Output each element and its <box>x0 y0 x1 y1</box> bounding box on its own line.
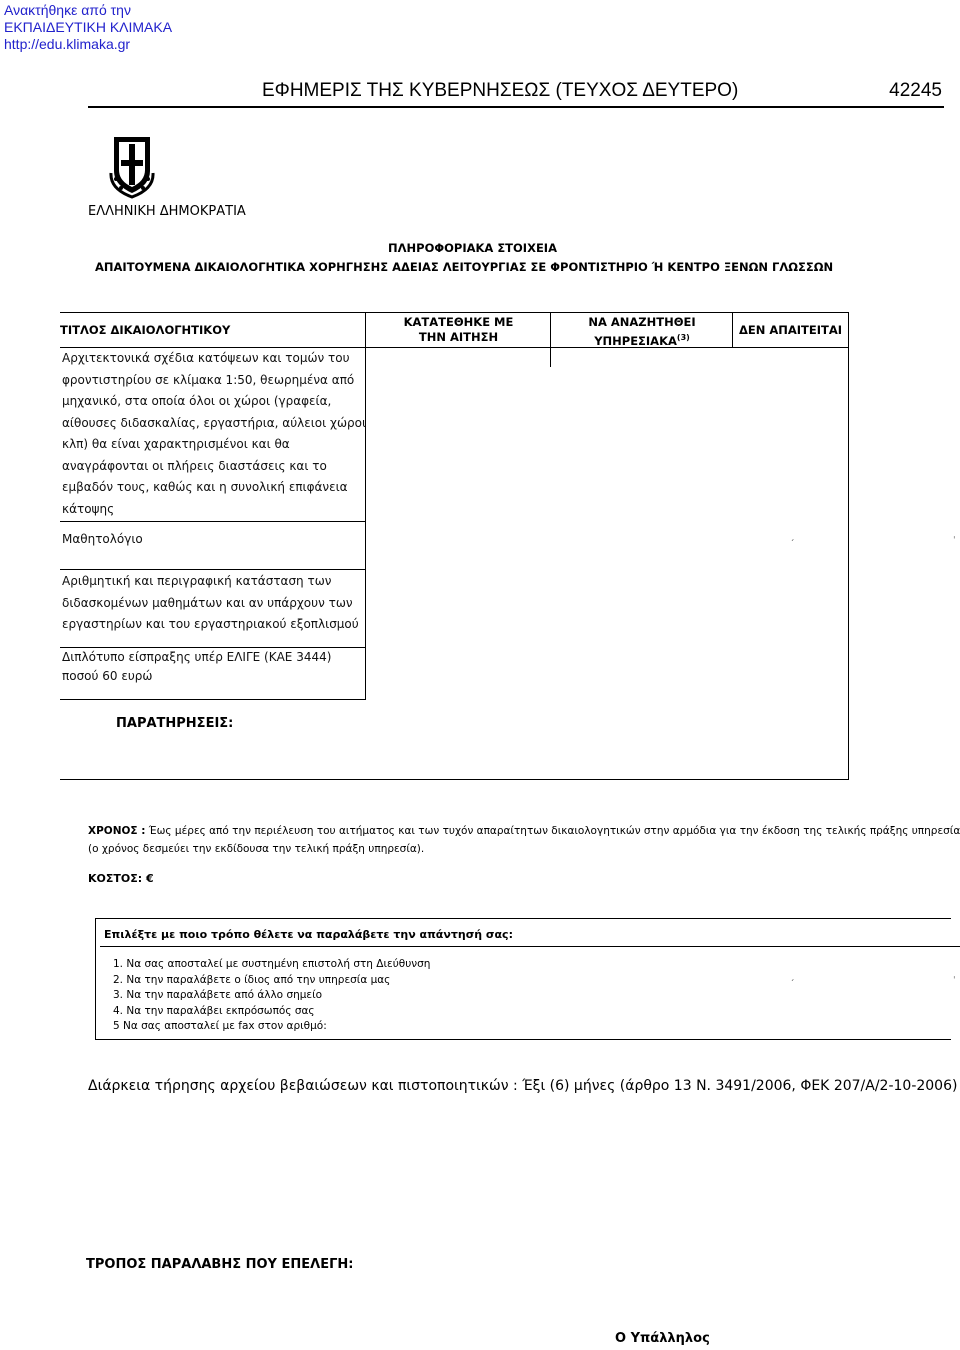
time-note-line1: Έως μέρες από την περιέλευση του αιτήματος και των τυχόν απαραίτητων δικαιολογητικών στην αρμόδια για την έκδοση της τελικής πράξης υπηρεσία <box>145 825 960 837</box>
remarks-label: ΠΑΡΑΤΗΡΗΣΕΙΣ: <box>116 716 234 731</box>
scan-mark: ˏ <box>790 532 795 542</box>
row-line: αναγράφονται οι πλήρεις διαστάσεις και το <box>62 458 327 473</box>
gazette-title: ΕΦΗΜΕΡΙΣ ΤΗΣ ΚΥΒΕΡΝΗΣΕΩΣ (ΤΕΥΧΟΣ ΔΕΥΤΕΡΟ) <box>262 80 739 101</box>
options-divider <box>100 946 960 947</box>
delivery-option[interactable]: 3. Να την παραλάβετε από άλλο σημείο <box>113 989 323 1001</box>
table-row <box>62 571 359 636</box>
delivery-options-heading: Επιλέξτε με ποιο τρόπο θέλετε να παραλάβετε την απάντησή σας: <box>104 928 513 941</box>
delivery-options-box <box>95 918 951 1040</box>
header-searched <box>551 315 733 349</box>
row-line: εργαστηρίων και του εργαστηριακού εξοπλισμού <box>62 617 359 631</box>
time-note <box>88 822 960 858</box>
header-submitted-line2: ΤΗΝ ΑΙΤΗΣΗ <box>418 330 499 344</box>
header-submitted <box>366 315 551 345</box>
row-line: Διπλότυπο είσπραξης υπέρ ΕΛΙΓΕ (ΚΑΕ 3444) <box>62 650 332 664</box>
info-subtitle: ΑΠΑΙΤΟΥΜΕΝΑ ΔΙΚΑΙΟΛΟΓΗΤΙΚΑ ΧΟΡΗΓΗΣΗΣ ΑΔΕΙΑΣ ΛΕΙΤΟΥΡΓΙΑΣ ΣΕ ΦΡΟΝΤΙΣΤΗΡΙΟ Ή ΚΕΝΤΡΟ ΞΕΝΩΝ ΓΛΩΣΣΩΝ <box>95 260 834 274</box>
retention-note: Διάρκεια τήρησης αρχείου βεβαιώσεων και πιστοποιητικών : Έξι (6) μήνες (άρθρο 13 Ν. 3491/2006, ΦΕΚ 207/Α/2-10-2006) <box>88 1078 958 1094</box>
source-note <box>4 2 172 53</box>
table-row <box>62 529 143 551</box>
header-title: ΤΙΤΛΟΣ ΔΙΚΑΙΟΛΟΓΗΤΙΚΟΥ <box>60 323 231 337</box>
row-line: Μαθητολόγιο <box>62 532 143 546</box>
row-line: κλπ) θα είναι χαρακτηρισμένοι και θα <box>62 437 290 451</box>
info-title: ΠΛΗΡΟΦΟΡΙΑΚΑ ΣΤΟΙΧΕΙΑ <box>388 241 557 255</box>
row-rule <box>60 521 366 522</box>
source-note-line2: ΕΚΠΑΙΔΕΥΤΙΚΗ ΚΛΙΜΑΚΑ <box>4 19 173 35</box>
scan-mark: ˌ <box>953 970 956 980</box>
table-row <box>62 648 331 686</box>
delivery-options-list <box>113 957 430 1035</box>
row-line: μηχανικό, στα οποία όλοι οι χώροι (γραφεία, <box>62 394 332 408</box>
time-label: ΧΡΟΝΟΣ : <box>88 825 146 837</box>
scan-mark: ˌ <box>953 530 956 540</box>
row-rule <box>60 569 366 570</box>
row-line: ποσού 60 ευρώ <box>62 669 153 683</box>
greek-emblem-icon <box>108 133 156 199</box>
header-searched-line2: ΥΠΗΡΕΣΙΑΚΑ <box>594 333 677 348</box>
page-number: 42245 <box>889 80 942 101</box>
scan-mark: ˏ <box>790 972 795 982</box>
header-not-required: ΔΕΝ ΑΠΑΙΤΕΙΤΑΙ <box>738 323 843 337</box>
row-line: Αριθμητική και περιγραφική κατάσταση των <box>62 574 332 588</box>
delivery-option[interactable]: 1. Να σας αποσταλεί με συστημένη επιστολή στη Διεύθυνση <box>113 958 431 970</box>
table-row <box>62 348 366 520</box>
row-line: φροντιστηρίου σε κλίμακα 1:50, θεωρημένα από <box>62 372 355 387</box>
delivery-option[interactable]: 2. Να την παραλάβετε ο ίδιος από την υπηρεσία μας <box>113 973 391 986</box>
row-rule <box>60 699 366 700</box>
header-submitted-line1: ΚΑΤΑΤΕΘΗΚΕ ΜΕ <box>403 315 514 329</box>
delivery-method-label: ΤΡΟΠΟΣ ΠΑΡΑΛΑΒΗΣ ΠΟΥ ΕΠΕΛΕΓΗ: <box>86 1257 354 1272</box>
delivery-option[interactable]: 4. Να την παραλάβει εκπρόσωπός σας <box>113 1004 315 1017</box>
header-searched-note: (3) <box>676 333 690 342</box>
row-line: διδασκομένων μαθημάτων και αν υπάρχουν των <box>62 595 353 610</box>
source-link[interactable]: http://edu.klimaka.gr <box>4 36 131 52</box>
cost-label: ΚΟΣΤΟΣ: € <box>88 872 154 885</box>
source-note-line1: Ανακτήθηκε από την <box>4 2 131 18</box>
delivery-option[interactable]: 5 Να σας αποσταλεί με fax στον αριθμό: <box>113 1020 327 1032</box>
republic-label: ΕΛΛΗΝΙΚΗ ΔΗΜΟΚΡΑΤΙΑ <box>88 204 246 219</box>
time-note-line2: (ο χρόνος δεσμεύει την εκδίδουσα την τελική πράξη υπηρεσία). <box>88 843 425 855</box>
header-divider <box>88 106 944 108</box>
officer-label: Ο Υπάλληλος <box>615 1331 710 1346</box>
row-line: εμβαδόν τους, καθώς και η συνολική επιφάνεια <box>62 480 348 494</box>
row-line: αίθουσες διδασκαλίας, εργαστήρια, αύλειοι χώροι <box>62 415 367 430</box>
row-line: Αρχιτεκτονικά σχέδια κατόψεων και τομών του <box>62 351 350 365</box>
header-searched-line1: ΝΑ ΑΝΑΖΗΤΗΘΕΙ <box>588 315 696 329</box>
row-line: κάτοψης <box>62 501 115 516</box>
